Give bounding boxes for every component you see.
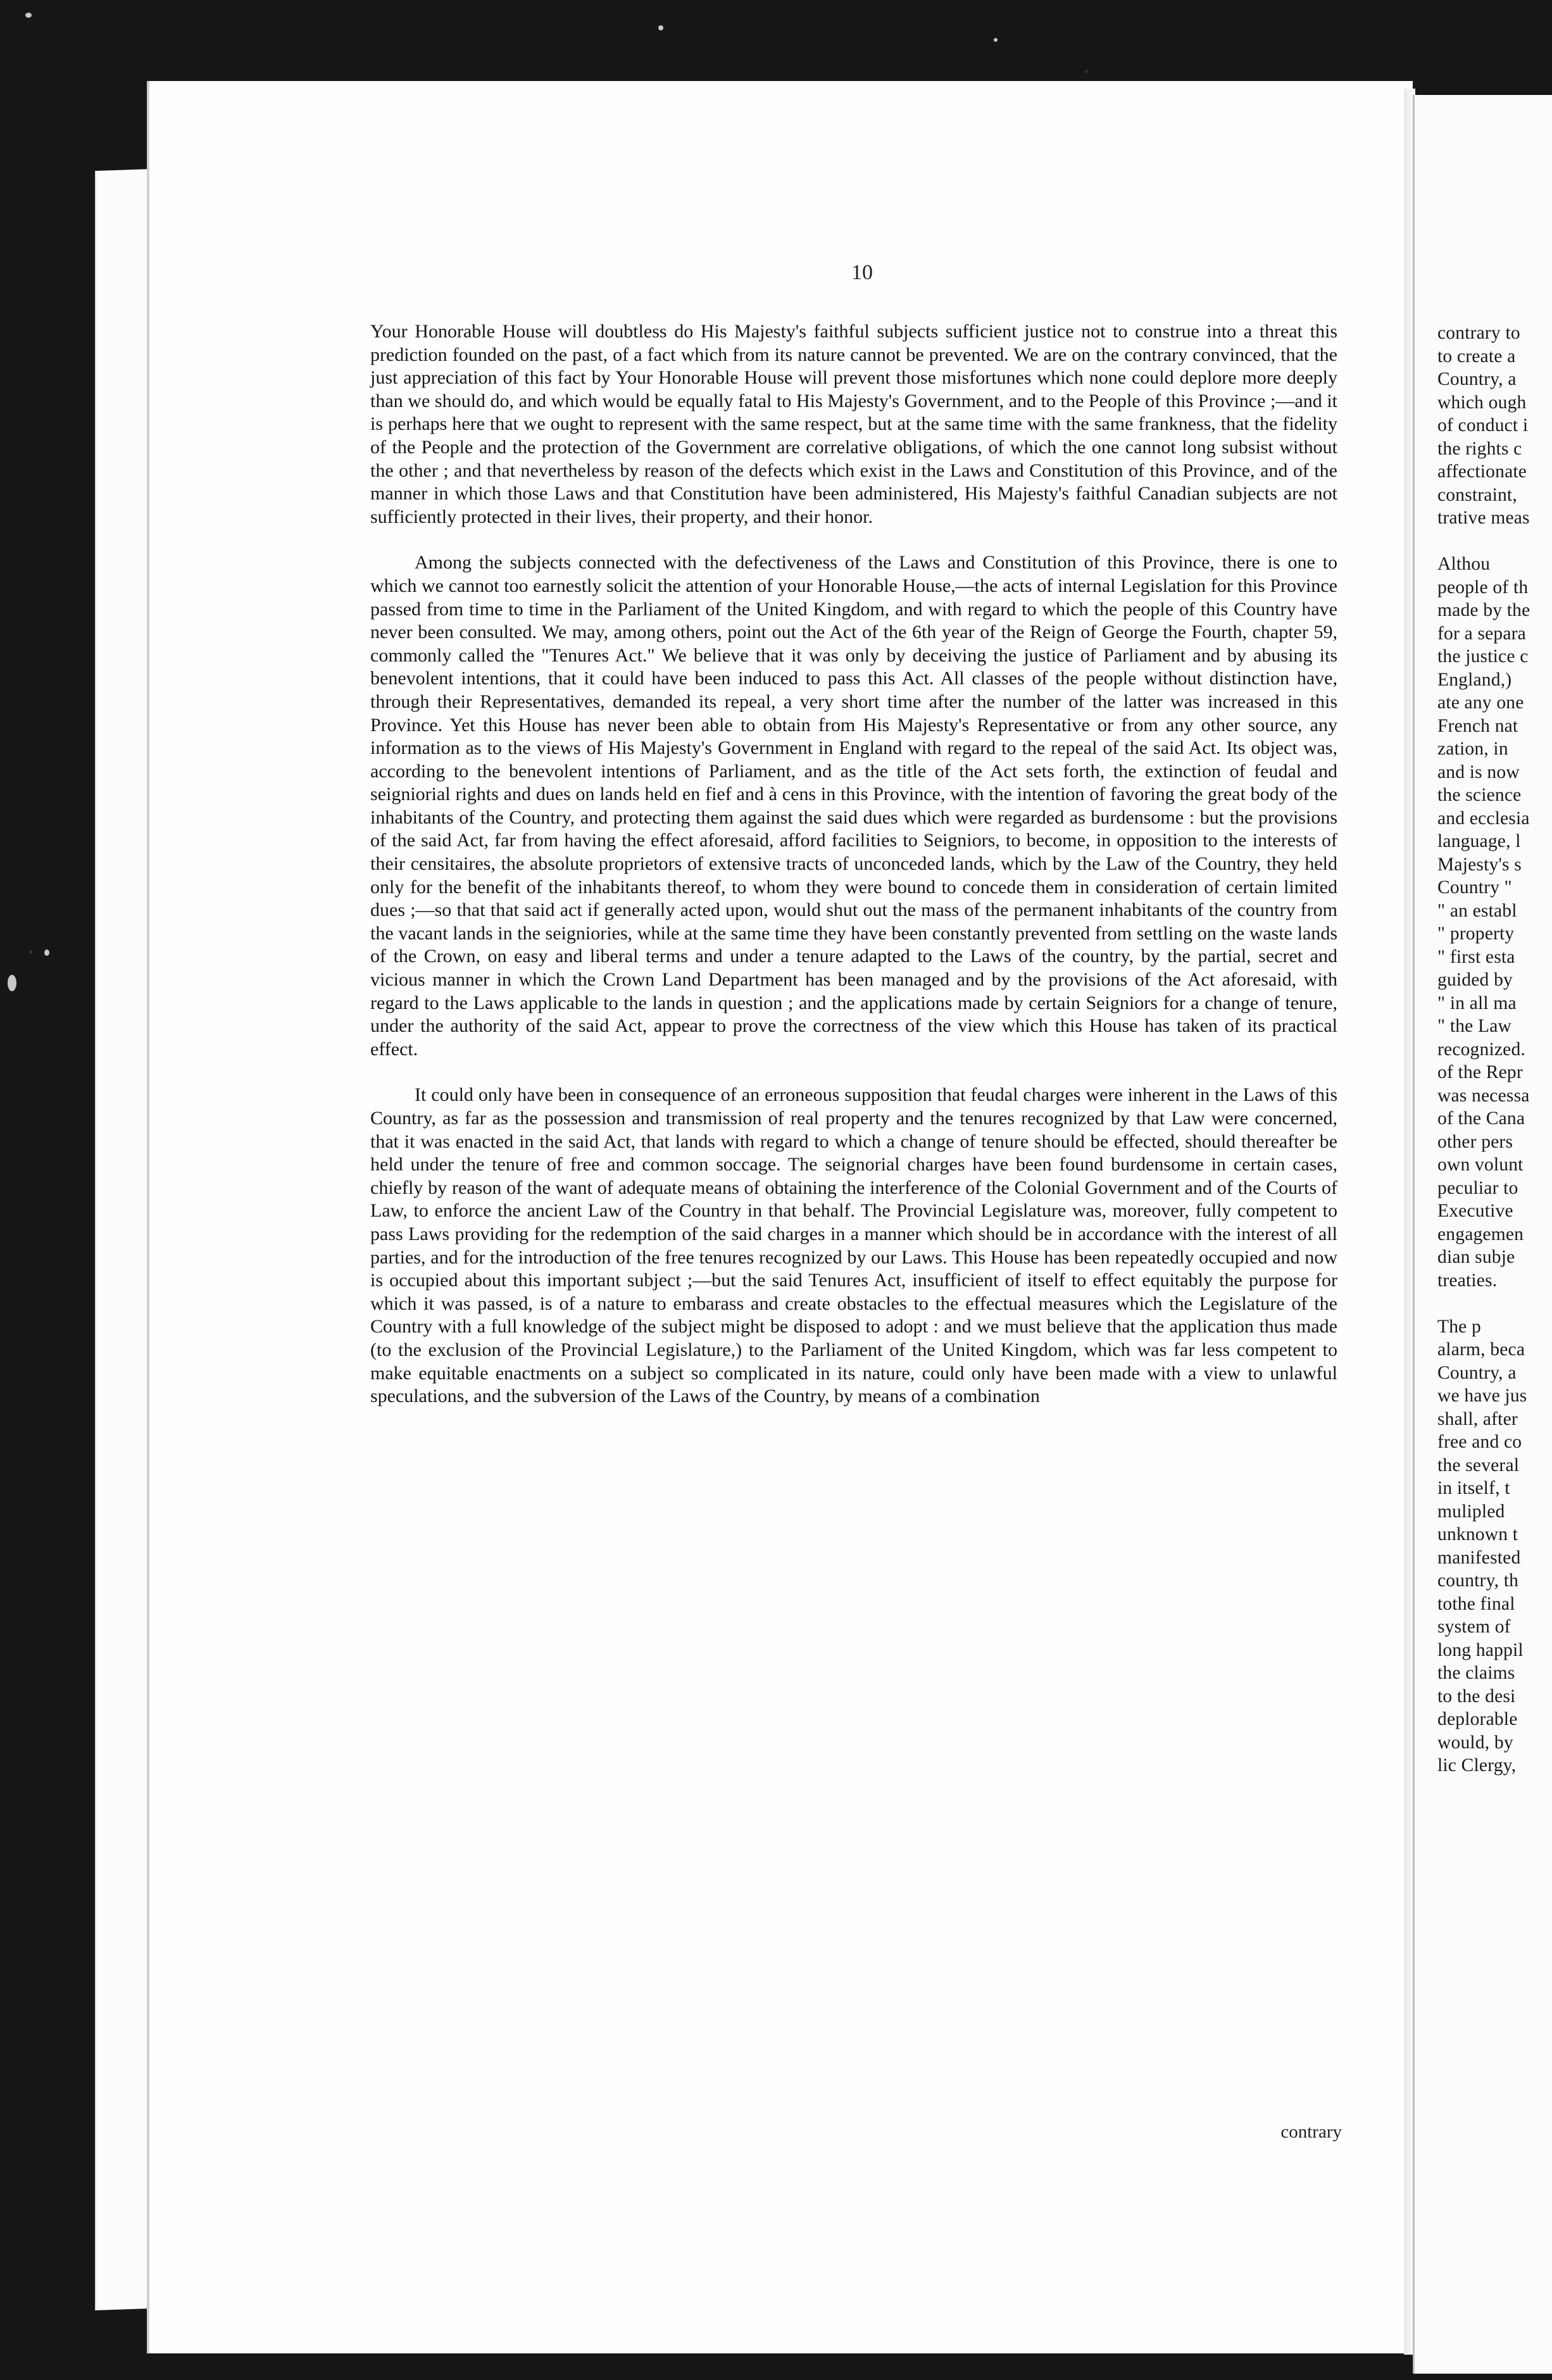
facing-page-line: people of th bbox=[1437, 577, 1529, 598]
facing-page-line: would, by bbox=[1437, 1732, 1513, 1753]
dust-speck bbox=[25, 13, 32, 18]
facing-page-line: zation, in bbox=[1437, 739, 1508, 759]
facing-page-line: shall, after bbox=[1437, 1408, 1518, 1429]
facing-page-line: engagemen bbox=[1437, 1224, 1524, 1244]
facing-page-line: Executive bbox=[1437, 1201, 1513, 1221]
facing-page-line: " first esta bbox=[1437, 946, 1515, 967]
facing-page-line: of conduct i bbox=[1437, 415, 1529, 435]
facing-page-line: long happil bbox=[1437, 1639, 1524, 1660]
catchword: contrary bbox=[1280, 2122, 1342, 2142]
page-number: 10 bbox=[851, 261, 873, 284]
dust-speck bbox=[44, 949, 49, 956]
facing-page-line: made by the bbox=[1437, 600, 1530, 620]
paragraph: Your Honorable House will doubtless do His Majesty's faithful subjects sufficient justice not to construe into a threat this prediction founded on the past, of a fact which from its nature cannot be prevented. We are on the contrary convinced, that the just appreciation of this fact by Your Honorable House will prevent those misfortunes which none could deplore more deeply than we should do, and which would be equally fatal to His Majesty's Government, and to the People of this Province ;—and it is perhaps here that we ought to represent with the same respect, but at the same time with the same frankness, that the fidelity of the People and the protection of the Government are correlative obligations, of which the one cannot long subsist without the other ; and that nevertheless by reason of the defects which exist in the Laws and Constitution of this Province, and of the manner in which those Laws and that Constitution have been administered, His Majesty's faithful Canadian subjects are not sufficiently protected in their lives, their property, and their honor. bbox=[370, 321, 1337, 527]
facing-page-line: " property bbox=[1437, 924, 1515, 944]
facing-page-line: Majesty's s bbox=[1437, 854, 1522, 875]
facing-page-line: " an establ bbox=[1437, 900, 1517, 921]
dust-speck bbox=[8, 975, 16, 991]
facing-page-line: of the Repr bbox=[1437, 1062, 1523, 1082]
facing-page-line: the claims bbox=[1437, 1663, 1515, 1683]
facing-page-line: we have jus bbox=[1437, 1386, 1527, 1406]
facing-page-line: to create a bbox=[1437, 346, 1516, 366]
facing-page-line: constraint, bbox=[1437, 484, 1517, 505]
facing-page-line bbox=[1437, 530, 1552, 553]
paragraph: Among the subjects connected with the defectiveness of the Laws and Constitution of this Province, there is one to which we cannot too earnestly solicit the attention of your Honorable House,—the acts of internal Legislation for this Province passed from time to time in the Parliament of the United Kingdom, and with regard to which the people of this Country have never been consulted. We may, among others, point out the Act of the 6th year of the Reign of George the Fourth, chapter 59, commonly called the "Tenures Act." We believe that it was only by deceiving the justice of Parliament and by abusing its benevolent intentions, that it could have been induced to pass this Act. All classes of the people without distinction have, through their Representatives, demanded its repeal, a very short time after the number of the latter was increased in this Province. Yet this House has never been able to obtain from His Majesty's Representative or from any other source, any information as to the views of His Majesty's Government in England with regard to the repeal of the said Act. Its object was, according to the benevolent intentions of Parliament, and as the title of the Act sets forth, the extinction of feudal and seigniorial rights and dues on lands held en fief and à cens in this Province, with the intention of favoring the great body of the inhabitants of the Country, and protecting them against the said dues which were regarded as burdensome : but the provisions of the said Act, far from having the effect aforesaid, afford facilities to Seigniors, to become, in opposition to the interests of their censitaires, the absolute proprietors of extensive tracts of unconceded lands, which by the Law of the Country, they held only for the benefit of the inhabitants thereof, to whom they were bound to concede them in consideration of certain limited dues ;—so that that said act if generally acted upon, would shut out the mass of the permanent inhabitants of the country from the vacant lands in the seigniories, while at the same time they have been constantly prevented from settling on the waste lands of the Crown, on easy and liberal terms and under a tenure adapted to the Laws of the country, by the partial, secret and vicious manner in which the Crown Land Department has been managed and by the provisions of the Act aforesaid, with regard to the Laws applicable to the lands in question ; and the applications made by certain Seigniors for a change of tenure, under the authority of the said Act, appear to prove the correctness of the view which this House has taken of its practical effect. bbox=[370, 552, 1337, 1060]
facing-page-line: in itself, t bbox=[1437, 1478, 1510, 1498]
facing-page-line: Country, a bbox=[1437, 1362, 1517, 1383]
facing-page-line: free and co bbox=[1437, 1432, 1522, 1452]
facing-page-line: recognized. bbox=[1437, 1039, 1525, 1060]
facing-page-line: was necessa bbox=[1437, 1085, 1530, 1106]
facing-page-line: and is now bbox=[1437, 761, 1520, 782]
facing-page bbox=[1413, 95, 1552, 2374]
facing-page-line: " the Law bbox=[1437, 1016, 1512, 1036]
facing-page-line: country, th bbox=[1437, 1570, 1519, 1591]
facing-page-line: the several bbox=[1437, 1455, 1520, 1475]
facing-page-line: deplorable bbox=[1437, 1709, 1518, 1729]
facing-page-line: which ough bbox=[1437, 392, 1527, 413]
facing-page-line: manifested bbox=[1437, 1547, 1521, 1568]
paragraph: It could only have been in consequence of an erroneous supposition that feudal charges were inherent in the Laws of this Country, as far as the possession and transmission of real property and the tenures recognized by that Law were concerned, that it was enacted in the said Act, that lands with regard to which a change of tenure should be effected, should thereafter be held under the tenure of free and common soccage. The seignorial charges have been found burdensome in certain cases, chiefly by reason of the want of adequate means of obtaining the interference of the Colonial Government and of the Courts of Law, to enforce the ancient Law of the Country in that behalf. The Provincial Legislature was, moreover, fully competent to pass Laws providing for the redemption of the said charges in a manner which should be in accordance with the interest of all parties, and for the introduction of the free tenures recognized by our Laws. This House has been repeatedly occupied and now is occupied about this important subject ;—but the said Tenures Act, insufficient of itself to effect equitably the purpose for which it was passed, is of a nature to embarass and create obstacles to the effectual measures which the Legislature of the Country with a full knowledge of the subject might be disposed to adopt : and we must believe that the application thus made (to the exclusion of the Provincial Legislature,) to the Parliament of the United Kingdom, which was far less competent to make equitable enactments on a subject so complicated in its nature, could only have been made with a view to unlawful speculations, and the subversion of the Laws of the Country, by means of a combination bbox=[370, 1084, 1337, 1407]
facing-page-line: " in all ma bbox=[1437, 993, 1517, 1013]
facing-page-line: Country, a bbox=[1437, 369, 1517, 389]
body-text bbox=[370, 320, 1337, 1408]
facing-page-line: alarm, beca bbox=[1437, 1339, 1525, 1360]
facing-page-line: affectionate bbox=[1437, 461, 1527, 482]
facing-page-line: peculiar to bbox=[1437, 1177, 1518, 1198]
facing-page-line: contrary to bbox=[1437, 323, 1520, 343]
facing-page-line: and ecclesia bbox=[1437, 808, 1530, 829]
facing-page-line: the rights c bbox=[1437, 438, 1522, 459]
facing-page-line: to the desi bbox=[1437, 1686, 1516, 1707]
facing-page-line: the justice c bbox=[1437, 646, 1529, 667]
facing-page-line bbox=[1437, 1292, 1552, 1315]
facing-page-line: Althou bbox=[1437, 554, 1491, 574]
facing-page-line: Country " bbox=[1437, 877, 1512, 898]
facing-page-line: lic Clergy, bbox=[1437, 1755, 1517, 1776]
facing-page-line: ate any one bbox=[1437, 692, 1524, 713]
facing-page-line: language, l bbox=[1437, 831, 1521, 851]
facing-page-line: England,) bbox=[1437, 669, 1512, 690]
facing-page-line: system of bbox=[1437, 1617, 1511, 1637]
facing-page-line: treaties. bbox=[1437, 1270, 1498, 1291]
facing-page-line: unknown t bbox=[1437, 1524, 1518, 1544]
dust-speck bbox=[994, 38, 998, 42]
facing-page-line: tothe final bbox=[1437, 1593, 1515, 1614]
facing-page-line: dian subje bbox=[1437, 1247, 1515, 1267]
dust-speck bbox=[658, 25, 663, 30]
facing-page-line: other pers bbox=[1437, 1131, 1513, 1152]
facing-page-line: mulipled bbox=[1437, 1501, 1505, 1522]
facing-page-line: for a separa bbox=[1437, 623, 1526, 644]
facing-page-line: of the Cana bbox=[1437, 1108, 1525, 1129]
facing-page-line: trative meas bbox=[1437, 508, 1530, 528]
facing-page-line: The p bbox=[1437, 1316, 1481, 1337]
facing-page-line: own volunt bbox=[1437, 1155, 1524, 1175]
facing-page-line: French nat bbox=[1437, 715, 1518, 736]
facing-page-text bbox=[1437, 322, 1552, 1777]
facing-page-line: guided by bbox=[1437, 970, 1513, 990]
facing-page-line: the science bbox=[1437, 785, 1522, 805]
